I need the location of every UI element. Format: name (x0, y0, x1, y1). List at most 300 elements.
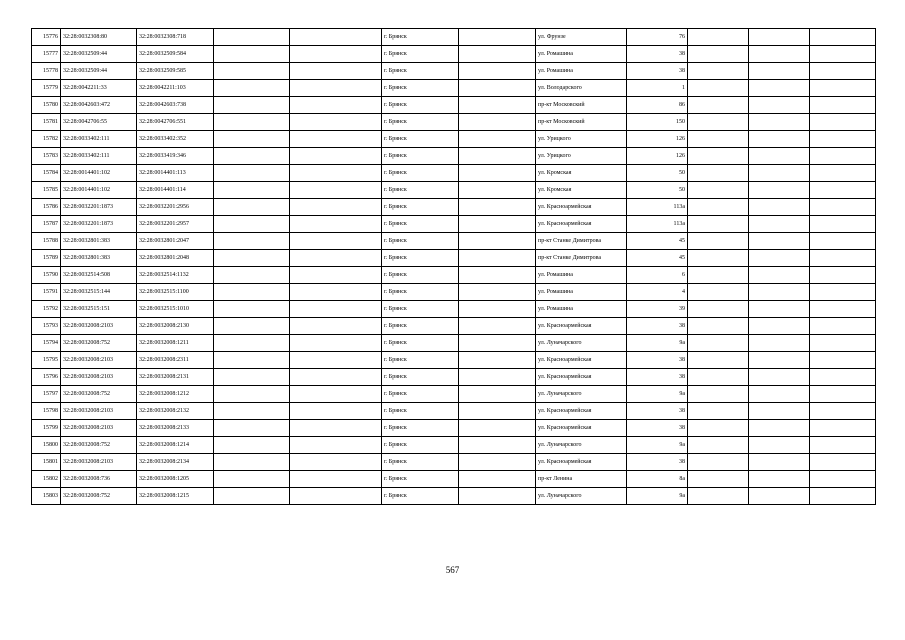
house-number: 8а (627, 471, 688, 488)
empty-cell (810, 369, 876, 386)
empty-cell (749, 267, 810, 284)
table-row (32, 335, 876, 352)
object-number: 32:28:0033402:352 (137, 131, 214, 148)
empty-cell (214, 250, 290, 267)
empty-cell (214, 318, 290, 335)
table-row (32, 437, 876, 454)
table-row (32, 284, 876, 301)
street-cell: ул. Красноармейская (536, 403, 627, 420)
house-number: 86 (627, 97, 688, 114)
parcel-number: 32:28:0032008:2103 (61, 403, 137, 420)
city-cell: г. Брянск (382, 386, 459, 403)
city-cell: г. Брянск (382, 250, 459, 267)
parcel-number: 32:28:0032308:80 (61, 29, 137, 46)
empty-cell (810, 182, 876, 199)
street-cell: пр-кт Московский (536, 97, 627, 114)
city-cell: г. Брянск (382, 267, 459, 284)
parcel-number: 32:28:0042211:33 (61, 80, 137, 97)
empty-cell (810, 420, 876, 437)
city-cell: г. Брянск (382, 437, 459, 454)
empty-cell (290, 46, 382, 63)
empty-cell (688, 250, 749, 267)
empty-cell (459, 165, 536, 182)
empty-cell (688, 284, 749, 301)
table-row (32, 97, 876, 114)
empty-cell (214, 454, 290, 471)
empty-cell (214, 233, 290, 250)
empty-cell (290, 352, 382, 369)
empty-cell (749, 471, 810, 488)
house-number: 38 (627, 46, 688, 63)
street-cell: ул. Ромашина (536, 46, 627, 63)
city-cell: г. Брянск (382, 369, 459, 386)
table-row (32, 199, 876, 216)
house-number: 76 (627, 29, 688, 46)
street-cell: ул. Урицкого (536, 131, 627, 148)
empty-cell (749, 131, 810, 148)
city-cell: г. Брянск (382, 284, 459, 301)
empty-cell (214, 403, 290, 420)
city-cell: г. Брянск (382, 454, 459, 471)
street-cell: ул. Володарского (536, 80, 627, 97)
object-number: 32:28:0032201:2957 (137, 216, 214, 233)
street-cell: ул. Ромашина (536, 284, 627, 301)
object-number: 32:28:0032514:1132 (137, 267, 214, 284)
empty-cell (688, 318, 749, 335)
empty-cell (214, 420, 290, 437)
empty-cell (749, 420, 810, 437)
object-number: 32:28:0032509:584 (137, 46, 214, 63)
empty-cell (459, 454, 536, 471)
city-cell: г. Брянск (382, 352, 459, 369)
table-row (32, 369, 876, 386)
empty-cell (459, 148, 536, 165)
empty-cell (688, 97, 749, 114)
parcel-number: 32:28:0032008:2103 (61, 369, 137, 386)
empty-cell (749, 216, 810, 233)
empty-cell (688, 233, 749, 250)
house-number: 38 (627, 318, 688, 335)
parcel-number: 32:28:0032509:44 (61, 63, 137, 80)
empty-cell (290, 267, 382, 284)
parcel-number: 32:28:0032008:2103 (61, 420, 137, 437)
empty-cell (749, 318, 810, 335)
empty-cell (290, 114, 382, 131)
object-number: 32:28:0032008:2131 (137, 369, 214, 386)
street-cell: ул. Кромская (536, 182, 627, 199)
empty-cell (688, 29, 749, 46)
empty-cell (810, 267, 876, 284)
row-number: 15801 (32, 454, 61, 471)
street-cell: ул. Кромская (536, 165, 627, 182)
empty-cell (290, 233, 382, 250)
row-number: 15802 (32, 471, 61, 488)
empty-cell (459, 352, 536, 369)
empty-cell (459, 182, 536, 199)
empty-cell (459, 471, 536, 488)
table-row (32, 386, 876, 403)
empty-cell (749, 199, 810, 216)
city-cell: г. Брянск (382, 420, 459, 437)
street-cell: ул. Ромашина (536, 63, 627, 80)
empty-cell (688, 301, 749, 318)
table-body (32, 29, 876, 505)
parcel-number: 32:28:0042706:55 (61, 114, 137, 131)
empty-cell (290, 284, 382, 301)
table-row (32, 80, 876, 97)
street-cell: ул. Красноармейская (536, 369, 627, 386)
empty-cell (688, 80, 749, 97)
street-cell: ул. Красноармейская (536, 420, 627, 437)
empty-cell (810, 386, 876, 403)
street-cell: ул. Красноармейская (536, 318, 627, 335)
city-cell: г. Брянск (382, 165, 459, 182)
empty-cell (749, 403, 810, 420)
row-number: 15787 (32, 216, 61, 233)
empty-cell (214, 216, 290, 233)
table-row (32, 114, 876, 131)
house-number: 38 (627, 403, 688, 420)
empty-cell (214, 386, 290, 403)
empty-cell (749, 284, 810, 301)
empty-cell (688, 199, 749, 216)
city-cell: г. Брянск (382, 403, 459, 420)
empty-cell (214, 46, 290, 63)
empty-cell (810, 216, 876, 233)
empty-cell (290, 386, 382, 403)
table-row (32, 250, 876, 267)
parcel-number: 32:28:0032008:2103 (61, 454, 137, 471)
empty-cell (214, 80, 290, 97)
empty-cell (290, 335, 382, 352)
empty-cell (688, 437, 749, 454)
empty-cell (749, 437, 810, 454)
object-number: 32:28:0032008:1211 (137, 335, 214, 352)
row-number: 15780 (32, 97, 61, 114)
empty-cell (810, 97, 876, 114)
city-cell: г. Брянск (382, 233, 459, 250)
empty-cell (688, 335, 749, 352)
empty-cell (688, 216, 749, 233)
empty-cell (290, 63, 382, 80)
empty-cell (810, 165, 876, 182)
table-row (32, 46, 876, 63)
street-cell: ул. Ромашина (536, 301, 627, 318)
empty-cell (459, 335, 536, 352)
city-cell: г. Брянск (382, 335, 459, 352)
city-cell: г. Брянск (382, 131, 459, 148)
empty-cell (214, 335, 290, 352)
street-cell: ул. Луначарского (536, 335, 627, 352)
empty-cell (810, 284, 876, 301)
city-cell: г. Брянск (382, 63, 459, 80)
table-row (32, 420, 876, 437)
empty-cell (810, 199, 876, 216)
empty-cell (290, 216, 382, 233)
table-row (32, 471, 876, 488)
empty-cell (810, 80, 876, 97)
empty-cell (810, 471, 876, 488)
empty-cell (810, 335, 876, 352)
table-row (32, 454, 876, 471)
parcel-number: 32:28:0014401:102 (61, 182, 137, 199)
parcel-number: 32:28:0033402:111 (61, 148, 137, 165)
empty-cell (290, 403, 382, 420)
empty-cell (214, 114, 290, 131)
empty-cell (688, 46, 749, 63)
empty-cell (749, 148, 810, 165)
empty-cell (214, 437, 290, 454)
parcel-number: 32:28:0032008:2103 (61, 318, 137, 335)
empty-cell (749, 165, 810, 182)
empty-cell (214, 131, 290, 148)
house-number: 38 (627, 63, 688, 80)
empty-cell (290, 131, 382, 148)
empty-cell (749, 80, 810, 97)
house-number: 9а (627, 386, 688, 403)
row-number: 15803 (32, 488, 61, 505)
object-number: 32:28:0032008:1215 (137, 488, 214, 505)
city-cell: г. Брянск (382, 97, 459, 114)
object-number: 32:28:0032008:2311 (137, 352, 214, 369)
empty-cell (688, 369, 749, 386)
street-cell: пр-кт Московский (536, 114, 627, 131)
empty-cell (749, 182, 810, 199)
empty-cell (459, 199, 536, 216)
empty-cell (749, 114, 810, 131)
house-number: 113а (627, 199, 688, 216)
empty-cell (459, 369, 536, 386)
empty-cell (459, 114, 536, 131)
row-number: 15793 (32, 318, 61, 335)
empty-cell (810, 131, 876, 148)
city-cell: г. Брянск (382, 182, 459, 199)
house-number: 45 (627, 233, 688, 250)
city-cell: г. Брянск (382, 29, 459, 46)
empty-cell (459, 420, 536, 437)
empty-cell (459, 301, 536, 318)
object-number: 32:28:0032008:1212 (137, 386, 214, 403)
street-cell: ул. Фрунзе (536, 29, 627, 46)
empty-cell (688, 386, 749, 403)
street-cell: ул. Ромашина (536, 267, 627, 284)
empty-cell (749, 454, 810, 471)
empty-cell (290, 182, 382, 199)
empty-cell (290, 97, 382, 114)
row-number: 15794 (32, 335, 61, 352)
object-number: 32:28:0032801:2048 (137, 250, 214, 267)
empty-cell (810, 63, 876, 80)
empty-cell (459, 250, 536, 267)
empty-cell (459, 46, 536, 63)
street-cell: ул. Луначарского (536, 437, 627, 454)
empty-cell (459, 437, 536, 454)
street-cell: ул. Луначарского (536, 488, 627, 505)
empty-cell (688, 420, 749, 437)
parcel-number: 32:28:0032008:752 (61, 488, 137, 505)
house-number: 126 (627, 131, 688, 148)
empty-cell (459, 403, 536, 420)
empty-cell (459, 216, 536, 233)
empty-cell (749, 386, 810, 403)
empty-cell (214, 488, 290, 505)
empty-cell (810, 318, 876, 335)
object-number: 32:28:0014401:114 (137, 182, 214, 199)
house-number: 9а (627, 437, 688, 454)
empty-cell (290, 148, 382, 165)
empty-cell (749, 250, 810, 267)
empty-cell (290, 437, 382, 454)
empty-cell (810, 301, 876, 318)
city-cell: г. Брянск (382, 301, 459, 318)
table-row (32, 318, 876, 335)
empty-cell (290, 29, 382, 46)
empty-cell (214, 284, 290, 301)
empty-cell (810, 29, 876, 46)
house-number: 50 (627, 182, 688, 199)
row-number: 15782 (32, 131, 61, 148)
registry-table (31, 28, 876, 505)
object-number: 32:28:0032008:1205 (137, 471, 214, 488)
parcel-number: 32:28:0032801:383 (61, 250, 137, 267)
house-number: 6 (627, 267, 688, 284)
table-row (32, 301, 876, 318)
empty-cell (290, 420, 382, 437)
parcel-number: 32:28:0032515:151 (61, 301, 137, 318)
row-number: 15792 (32, 301, 61, 318)
house-number: 38 (627, 454, 688, 471)
street-cell: ул. Урицкого (536, 148, 627, 165)
empty-cell (290, 250, 382, 267)
table-row (32, 63, 876, 80)
empty-cell (459, 29, 536, 46)
street-cell: ул. Красноармейская (536, 352, 627, 369)
row-number: 15795 (32, 352, 61, 369)
table-row (32, 29, 876, 46)
row-number: 15799 (32, 420, 61, 437)
parcel-number: 32:28:0033402:111 (61, 131, 137, 148)
empty-cell (749, 335, 810, 352)
city-cell: г. Брянск (382, 46, 459, 63)
table-row (32, 352, 876, 369)
street-cell: ул. Луначарского (536, 386, 627, 403)
parcel-number: 32:28:0032201:1873 (61, 216, 137, 233)
object-number: 32:28:0042211:103 (137, 80, 214, 97)
street-cell: пр-кт Станке Димитрова (536, 250, 627, 267)
empty-cell (214, 63, 290, 80)
empty-cell (810, 488, 876, 505)
house-number: 9а (627, 335, 688, 352)
empty-cell (749, 369, 810, 386)
city-cell: г. Брянск (382, 199, 459, 216)
empty-cell (810, 250, 876, 267)
empty-cell (688, 114, 749, 131)
empty-cell (688, 471, 749, 488)
empty-cell (214, 199, 290, 216)
house-number: 1 (627, 80, 688, 97)
street-cell: ул. Красноармейская (536, 216, 627, 233)
house-number: 39 (627, 301, 688, 318)
city-cell: г. Брянск (382, 216, 459, 233)
empty-cell (214, 29, 290, 46)
city-cell: г. Брянск (382, 488, 459, 505)
street-cell: ул. Красноармейская (536, 199, 627, 216)
parcel-number: 32:28:0032801:383 (61, 233, 137, 250)
empty-cell (810, 403, 876, 420)
house-number: 9а (627, 488, 688, 505)
street-cell: пр-кт Станке Димитрова (536, 233, 627, 250)
house-number: 113а (627, 216, 688, 233)
row-number: 15788 (32, 233, 61, 250)
row-number: 15777 (32, 46, 61, 63)
empty-cell (290, 199, 382, 216)
empty-cell (810, 437, 876, 454)
parcel-number: 32:28:0032008:736 (61, 471, 137, 488)
empty-cell (214, 97, 290, 114)
city-cell: г. Брянск (382, 471, 459, 488)
table-row (32, 148, 876, 165)
table-row (32, 488, 876, 505)
parcel-number: 32:28:0032008:2103 (61, 352, 137, 369)
table-row (32, 182, 876, 199)
empty-cell (290, 301, 382, 318)
empty-cell (810, 46, 876, 63)
parcel-number: 32:28:0032515:144 (61, 284, 137, 301)
empty-cell (688, 403, 749, 420)
empty-cell (810, 148, 876, 165)
row-number: 15779 (32, 80, 61, 97)
empty-cell (810, 352, 876, 369)
empty-cell (290, 80, 382, 97)
house-number: 38 (627, 352, 688, 369)
object-number: 32:28:0032515:1010 (137, 301, 214, 318)
empty-cell (214, 267, 290, 284)
row-number: 15790 (32, 267, 61, 284)
empty-cell (749, 29, 810, 46)
row-number: 15786 (32, 199, 61, 216)
empty-cell (749, 352, 810, 369)
parcel-number: 32:28:0042603:472 (61, 97, 137, 114)
object-number: 32:28:0042603:738 (137, 97, 214, 114)
parcel-number: 32:28:0032201:1873 (61, 199, 137, 216)
house-number: 4 (627, 284, 688, 301)
object-number: 32:28:0032509:585 (137, 63, 214, 80)
object-number: 32:28:0032008:2132 (137, 403, 214, 420)
table-row (32, 131, 876, 148)
empty-cell (688, 267, 749, 284)
object-number: 32:28:0033419:346 (137, 148, 214, 165)
empty-cell (459, 233, 536, 250)
row-number: 15778 (32, 63, 61, 80)
object-number: 32:28:0032008:2130 (137, 318, 214, 335)
empty-cell (214, 471, 290, 488)
empty-cell (688, 131, 749, 148)
empty-cell (459, 63, 536, 80)
table-row (32, 233, 876, 250)
parcel-number: 32:28:0032509:44 (61, 46, 137, 63)
empty-cell (214, 165, 290, 182)
empty-cell (459, 267, 536, 284)
empty-cell (290, 318, 382, 335)
object-number: 32:28:0032308:718 (137, 29, 214, 46)
object-number: 32:28:0032008:1214 (137, 437, 214, 454)
empty-cell (214, 352, 290, 369)
table-row (32, 403, 876, 420)
empty-cell (749, 488, 810, 505)
row-number: 15800 (32, 437, 61, 454)
object-number: 32:28:0032201:2956 (137, 199, 214, 216)
empty-cell (749, 97, 810, 114)
